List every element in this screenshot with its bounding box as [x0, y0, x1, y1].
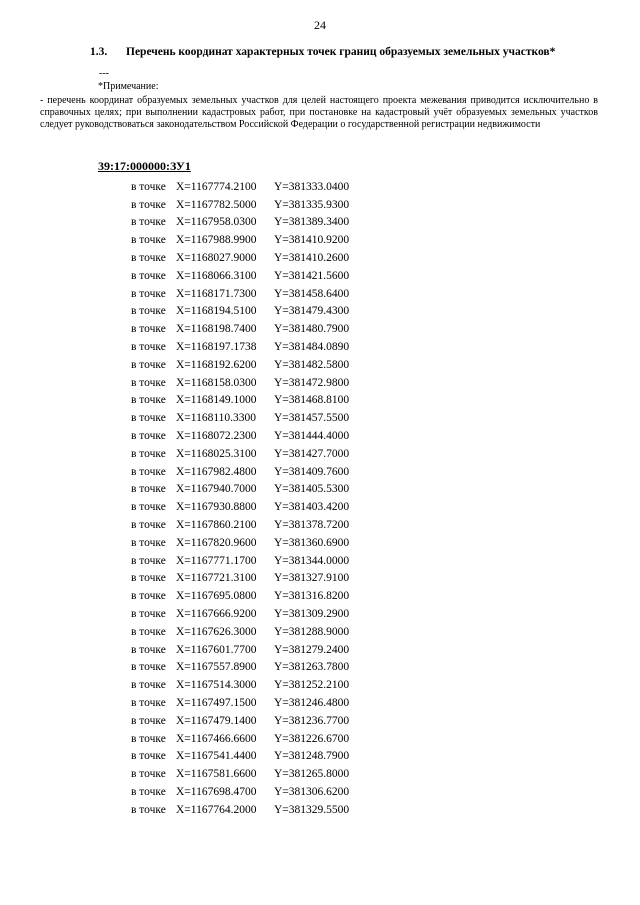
point-label: в точке [131, 643, 166, 656]
x-coordinate: X=1167771.1700 [176, 554, 257, 567]
x-coordinate: X=1167466.6600 [176, 732, 257, 745]
point-label: в точке [131, 269, 166, 282]
point-label: в точке [131, 697, 166, 709]
coordinate-row [0, 570, 640, 588]
point-label: в точке [131, 465, 166, 478]
x-coordinate: X=1168194.5100 [176, 305, 257, 318]
point-label: в точке [131, 198, 166, 211]
point-label: в точке [131, 430, 166, 443]
y-coordinate: Y=381403.4200 [274, 501, 350, 514]
point-label: в точке [131, 501, 166, 514]
point-label: в точке [131, 785, 166, 798]
coordinate-row [0, 498, 640, 516]
coordinate-row [0, 481, 640, 499]
note-title: *Примечание: [98, 81, 159, 92]
coordinate-row [0, 694, 640, 712]
coordinate-row [0, 463, 640, 481]
y-coordinate: Y=381263.7800 [274, 661, 350, 674]
point-label: в точке [131, 412, 166, 425]
coordinate-row [0, 605, 640, 623]
coordinate-row [0, 445, 640, 463]
x-coordinate: X=1167626.3000 [176, 625, 257, 638]
point-label: в точке [131, 608, 166, 621]
point-label: в точке [131, 803, 166, 816]
y-coordinate: Y=381333.0400 [274, 180, 350, 193]
coordinate-row [0, 730, 640, 748]
page-number: 24 [314, 18, 326, 32]
point-label: в точке [131, 661, 166, 674]
x-coordinate: X=1168192.6200 [176, 358, 257, 371]
y-coordinate: Y=381236.7700 [274, 714, 350, 727]
y-coordinate: Y=381405.5300 [274, 483, 350, 496]
coordinate-row [0, 623, 640, 641]
point-label: в точке [131, 572, 166, 585]
x-coordinate: X=1168198.7400 [176, 323, 257, 336]
y-coordinate: Y=381309.2900 [274, 608, 350, 621]
y-coordinate: Y=381427.7000 [274, 447, 350, 460]
point-label: в точке [131, 287, 166, 300]
coordinate-row [0, 587, 640, 605]
y-coordinate: Y=381327.9100 [274, 572, 350, 585]
y-coordinate: Y=381458.6400 [274, 287, 350, 300]
x-coordinate: X=1167666.9200 [176, 608, 257, 621]
y-coordinate: Y=381288.9000 [274, 625, 350, 638]
x-coordinate: X=1167988.9900 [176, 234, 257, 247]
y-coordinate: Y=381378.7200 [274, 519, 350, 532]
y-coordinate: Y=381226.6700 [274, 732, 350, 745]
y-coordinate: Y=381480.7900 [274, 323, 350, 336]
x-coordinate: X=1167497.1500 [176, 697, 257, 709]
coordinate-row [0, 392, 640, 410]
x-coordinate: X=1167479.1400 [176, 714, 257, 727]
x-coordinate: X=1167581.6600 [176, 768, 257, 781]
point-label: в точке [131, 305, 166, 318]
point-label: в точке [131, 447, 166, 460]
coordinate-row [0, 427, 640, 445]
y-coordinate: Y=381279.2400 [274, 643, 350, 656]
y-coordinate: Y=381248.7900 [274, 750, 350, 763]
coordinate-row [0, 249, 640, 267]
y-coordinate: Y=381479.4300 [274, 305, 350, 318]
coordinate-row [0, 534, 640, 552]
y-coordinate: Y=381389.3400 [274, 216, 350, 229]
x-coordinate: X=1167820.9600 [176, 536, 257, 549]
x-coordinate: X=1168149.1000 [176, 394, 257, 407]
x-coordinate: X=1168066.3100 [176, 269, 257, 282]
y-coordinate: Y=381410.9200 [274, 234, 350, 247]
coordinate-row [0, 374, 640, 392]
y-coordinate: Y=381335.9300 [274, 198, 350, 211]
coordinate-row [0, 552, 640, 570]
coordinate-row [0, 338, 640, 356]
x-coordinate: X=1167860.2100 [176, 519, 257, 532]
y-coordinate: Y=381457.5500 [274, 412, 350, 425]
coordinate-row [0, 320, 640, 338]
coordinate-row [0, 676, 640, 694]
point-label: в точке [131, 323, 166, 336]
point-label: в точке [131, 732, 166, 745]
point-label: в точке [131, 536, 166, 549]
point-label: в точке [131, 376, 166, 389]
y-coordinate: Y=381421.5600 [274, 269, 350, 282]
section-title: Перечень координат характерных точек границ образуемых земельных участков* [126, 46, 556, 58]
y-coordinate: Y=381265.8000 [274, 768, 350, 781]
y-coordinate: Y=381316.8200 [274, 590, 350, 603]
coordinate-row [0, 214, 640, 232]
y-coordinate: Y=381482.5800 [274, 358, 350, 371]
y-coordinate: Y=381444.4000 [274, 430, 350, 443]
point-label: в точке [131, 768, 166, 781]
y-coordinate: Y=381484.0890 [274, 341, 350, 354]
y-coordinate: Y=381246.4800 [274, 697, 350, 709]
x-coordinate: X=1167541.4400 [176, 750, 257, 763]
section-number: 1.3. [90, 46, 108, 58]
point-label: в точке [131, 483, 166, 496]
coordinate-row [0, 356, 640, 374]
coordinate-row [0, 267, 640, 285]
x-coordinate: X=1168025.3100 [176, 447, 257, 460]
coordinate-row [0, 659, 640, 677]
coordinate-row [0, 765, 640, 783]
point-label: в точке [131, 625, 166, 638]
coordinate-row [0, 801, 640, 819]
x-coordinate: X=1168171.7300 [176, 287, 257, 300]
y-coordinate: Y=381252.2100 [274, 679, 350, 692]
coordinate-row [0, 748, 640, 766]
point-label: в точке [131, 590, 166, 603]
y-coordinate: Y=381344.0000 [274, 554, 350, 567]
x-coordinate: X=1167514.3000 [176, 679, 257, 692]
x-coordinate: X=1167698.4700 [176, 785, 257, 798]
point-label: в точке [131, 750, 166, 763]
coordinate-row [0, 285, 640, 303]
x-coordinate: X=1167958.0300 [176, 216, 257, 229]
point-label: в точке [131, 358, 166, 371]
coordinate-row [0, 783, 640, 801]
point-label: в точке [131, 394, 166, 407]
x-coordinate: X=1167764.2000 [176, 803, 257, 816]
separator-dashes: --- [99, 68, 109, 79]
y-coordinate: Y=381329.5500 [274, 803, 350, 816]
coordinate-list [0, 178, 640, 819]
y-coordinate: Y=381468.8100 [274, 394, 350, 407]
coordinate-row [0, 641, 640, 659]
plot-cadastral-id: 39:17:000000:ЗУ1 [98, 159, 191, 173]
coordinate-row [0, 231, 640, 249]
coordinate-row [0, 712, 640, 730]
x-coordinate: X=1168158.0300 [176, 376, 257, 389]
coordinate-row [0, 178, 640, 196]
y-coordinate: Y=381472.9800 [274, 376, 350, 389]
x-coordinate: X=1167940.7000 [176, 483, 257, 496]
y-coordinate: Y=381360.6900 [274, 536, 350, 549]
x-coordinate: X=1167721.3100 [176, 572, 257, 585]
coordinate-row [0, 196, 640, 214]
x-coordinate: X=1168072.2300 [176, 430, 257, 443]
coordinate-row [0, 409, 640, 427]
x-coordinate: X=1167557.8900 [176, 661, 257, 674]
x-coordinate: X=1167774.2100 [176, 180, 257, 193]
point-label: в точке [131, 679, 166, 692]
point-label: в точке [131, 554, 166, 567]
x-coordinate: X=1167782.5000 [176, 198, 257, 211]
y-coordinate: Y=381306.6200 [274, 785, 350, 798]
y-coordinate: Y=381410.2600 [274, 252, 350, 265]
point-label: в точке [131, 341, 166, 354]
y-coordinate: Y=381409.7600 [274, 465, 350, 478]
coordinate-row [0, 303, 640, 321]
section-heading [90, 46, 555, 58]
x-coordinate: X=1167695.0800 [176, 590, 257, 603]
x-coordinate: X=1168197.1738 [176, 341, 257, 354]
x-coordinate: X=1168027.9000 [176, 252, 257, 265]
point-label: в точке [131, 234, 166, 247]
x-coordinate: X=1167982.4800 [176, 465, 257, 478]
point-label: в точке [131, 714, 166, 727]
point-label: в точке [131, 180, 166, 193]
point-label: в точке [131, 519, 166, 532]
x-coordinate: X=1167930.8800 [176, 501, 257, 514]
coordinate-row [0, 516, 640, 534]
point-label: в точке [131, 252, 166, 265]
x-coordinate: X=1167601.7700 [176, 643, 257, 656]
note-text: - перечень координат образуемых земельных участков для целей настоящего проекта межевания приводится исключительно в справочных целях; при выполнении кадастровых работ, при постановке на кадастровый учёт образуемых земельных участков следует руководствоваться законодательством Российской Федерации о государственной регистрации недвижимости [40, 95, 598, 130]
x-coordinate: X=1168110.3300 [176, 412, 257, 425]
point-label: в точке [131, 216, 166, 229]
